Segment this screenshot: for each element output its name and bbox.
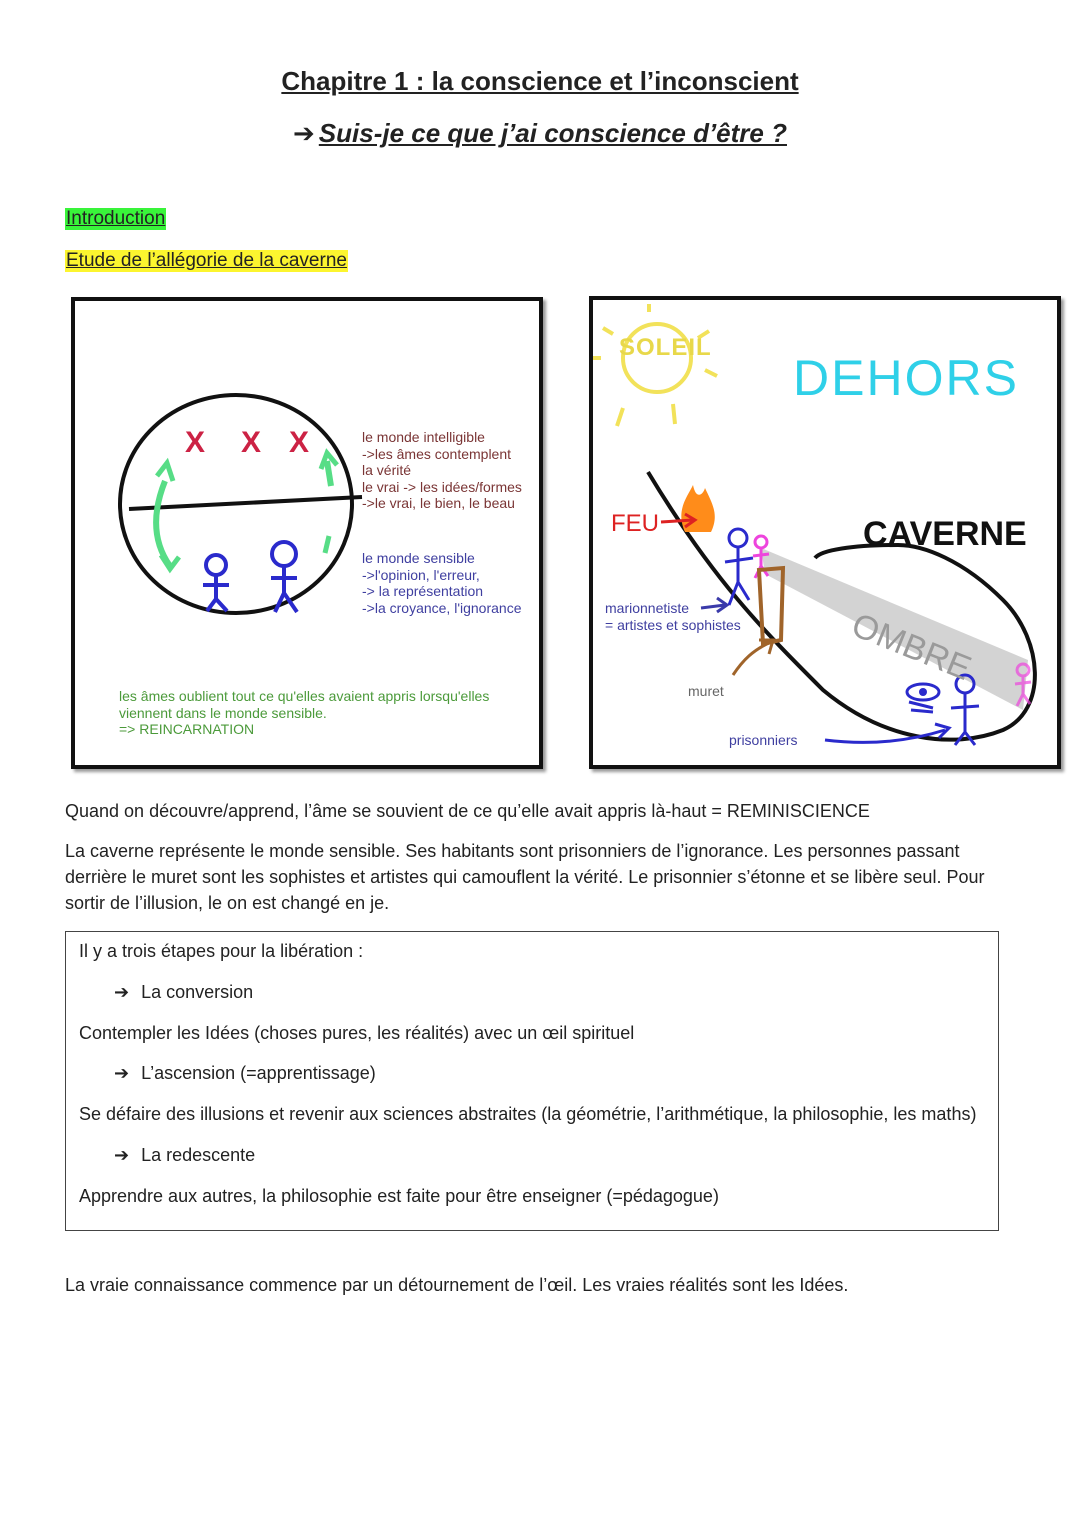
step-3-desc: Apprendre aux autres, la philosophie est faite pour être enseigner (=pédagogue) [79,1186,719,1206]
right-arrow-icon: ➔ [114,982,130,1002]
chapter-subtitle [0,118,1080,149]
cross-mark-1: X [185,426,206,459]
label-feu: FEU [611,510,659,537]
step-1-title: ➔ La conversion [114,982,254,1002]
step-2-desc: Se défaire des illusions et revenir aux sciences abstraites (la géométrie, l’arithmétique, la philosophie, les maths) [79,1104,977,1124]
paragraph-reminiscence: Quand on découvre/apprend, l’âme se souvient de ce qu’elle avait appris là-haut = REMINISCIENCE [65,801,870,821]
eye-icon [907,684,939,712]
label-reincarnation: les âmes oublient tout ce qu'elles avaient appris lorsqu'elles viennent dans le monde sensible. => REINCARNATION [119,688,490,737]
diagram-cave-allegory [589,296,1061,769]
label-muret: muret [688,683,724,699]
box-intro: Il y a trois étapes pour la libération : [79,941,364,961]
label-dehors: DEHORS [793,350,1019,406]
label-prisonniers: prisonniers [729,732,798,748]
right-arrow-icon: ➔ [114,1063,130,1083]
label-soleil: SOLEIL [619,334,712,361]
label-sensible: le monde sensible ->l'opinion, l'erreur, -> la représentation ->la croyance, l'ignorance [362,550,522,616]
diagram-two-worlds [71,297,543,769]
arrow-down-left [156,481,170,566]
paragraph-conclusion: La vraie connaissance commence par un détournement de l’œil. Les vraies réalités sont les Idées. [65,1275,849,1295]
step-1-desc: Contempler les Idées (choses pures, les réalités) avec un œil spirituel [79,1023,635,1043]
liberation-steps-box [65,931,999,1231]
puppeteer-figure [725,529,753,605]
paragraph-caverne: La caverne représente le monde sensible. Ses habitants sont prisonniers de l’ignorance. Les personnes passant derrière le muret sont les sophistes et artistes qui camouflent la vérité. Le prisonnier s’étonne et se libère seul. Pour sortir de l’illusion, le on est changé en je. [65,841,985,913]
cross-mark-2: X [241,426,262,459]
label-intelligible: le monde intelligible ->les âmes contemplent la vérité le vrai -> les idées/formes ->le vrai, le bien, le beau [362,429,522,511]
section-introduction: Introduction [66,208,166,229]
label-ombre: OMBRE [846,605,977,688]
label-caverne: CAVERNE [863,515,1027,553]
stick-figure-soul-1 [203,555,229,611]
section-etude-caverne: Etude de l’allégorie de la caverne [66,250,347,271]
cross-mark-3: X [289,426,310,459]
label-marionnettiste: marionnetiste = artistes et sophistes [605,600,741,633]
chapter-title: Chapitre 1 : la conscience et l’inconscient [281,66,799,96]
subtitle-text: Suis-je ce que j’ai conscience d’être ? [318,118,787,148]
right-arrow-icon: ➔ [114,1145,130,1165]
arrow-up-right [327,461,331,486]
world-divider [129,497,362,509]
sun-icon [593,304,717,426]
right-arrow-icon: ➔ [293,118,315,148]
step-2-title: ➔ L’ascension (=apprentissage) [114,1063,376,1083]
step-3-title: ➔ La redescente [114,1145,256,1165]
